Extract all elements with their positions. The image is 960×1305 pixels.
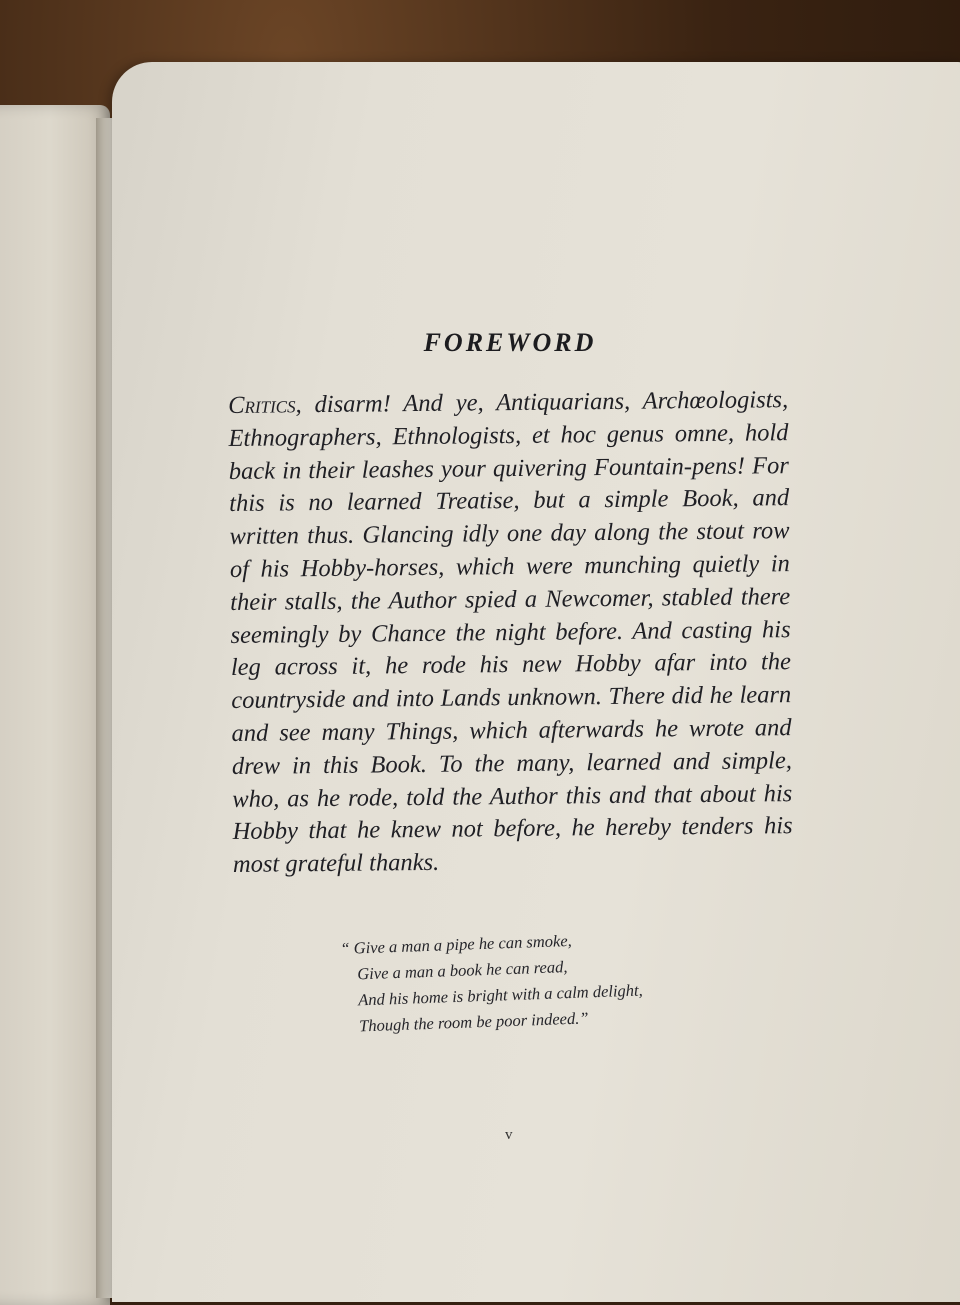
verse-line: Though the room be poor indeed.”	[358, 1008, 589, 1036]
foreword-body: , disarm! And ye, Antiquarians, Archœologists, Ethnographers, Ethnologists, et hoc genus omne, hold back in their leashes your quivering Fountain-pens! For this is no learned Treatise, but a simple Book, and written thus. Glancing idly one day along the stout row of his Hobby-horses, which were munching quietly in their stalls, the Author spied a Newcomer, stabled there seemingly by Chance the night before. And casting his leg across it, he rode his new Hobby afar into the countryside and into Lands unknown. There did he learn and see many Things, which afterwards he wrote and drew in this Book. To the many, learned and simple, who, as he rode, told the Author this and that about his Hobby that he knew not before, he hereby tenders his most grateful thanks.	[228, 386, 793, 879]
foreword-paragraph	[228, 384, 793, 882]
left-book-page	[0, 105, 110, 1305]
page-heading: FOREWORD	[423, 328, 597, 357]
verse-line: And his home is bright with a calm delight,	[357, 980, 644, 1010]
page-number: v	[505, 1127, 513, 1143]
verse-line: Give a man a book he can read,	[357, 957, 568, 984]
verse-quotation	[340, 923, 723, 1040]
lead-word: Critics	[228, 391, 296, 419]
verse-line: “ Give a man a pipe he can smoke,	[340, 930, 573, 958]
